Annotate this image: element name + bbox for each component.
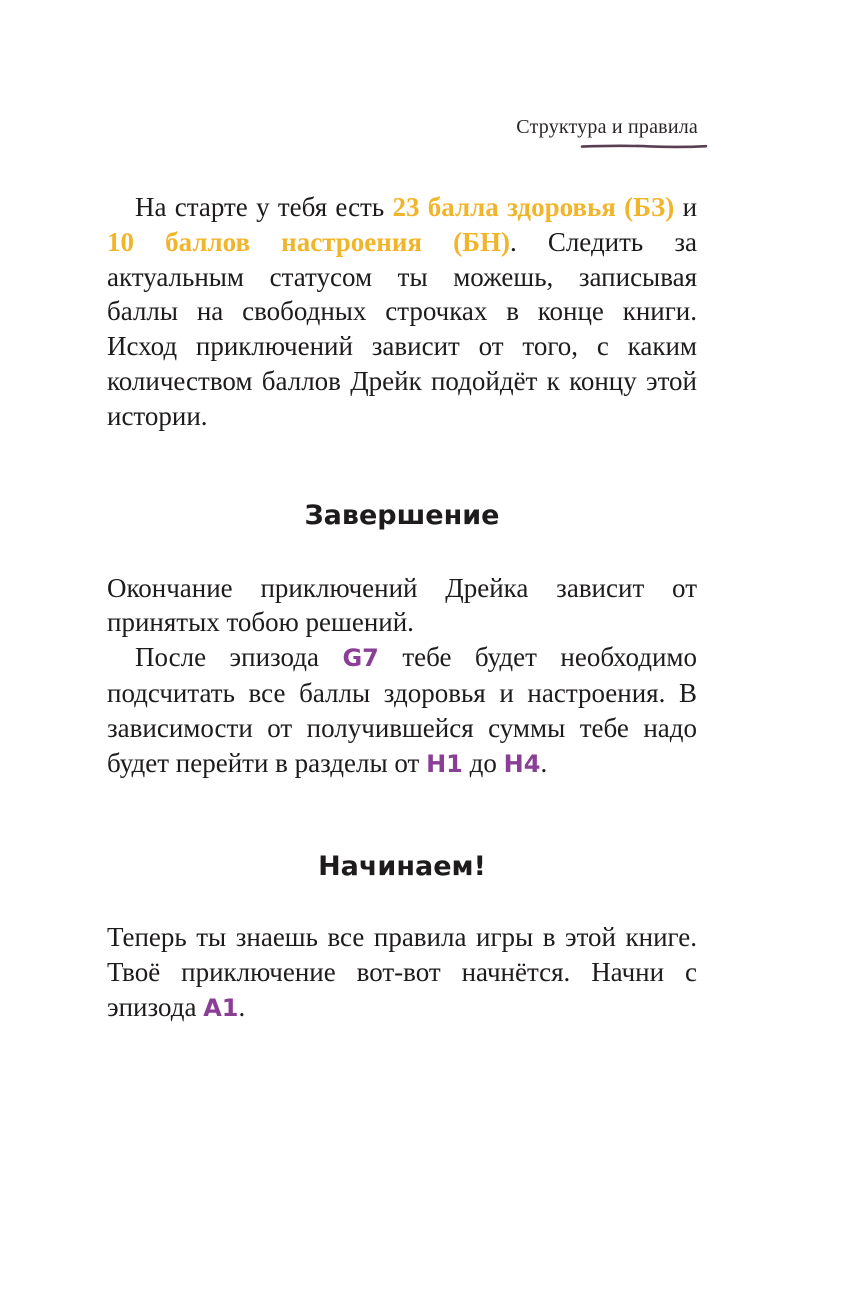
running-head-underline xyxy=(580,144,708,149)
section-heading-start: Начинаем! xyxy=(318,851,486,883)
health-points-label: 23 балла здоровья (БЗ) xyxy=(392,192,675,222)
mood-points-label: 10 баллов настроения (БН) xyxy=(107,226,510,257)
episode-link-h4[interactable]: H4 xyxy=(503,749,541,778)
section-heading-ending: Завершение xyxy=(304,499,500,531)
running-head: Структура и правила xyxy=(516,116,698,138)
episode-link-h1[interactable]: H1 xyxy=(426,749,463,778)
page-body xyxy=(107,190,697,1026)
start-paragraph: Теперь ты знаешь все правила игры в этой книге. Твоё приключение вот-вот начнётся. Начни с эпизода A1. xyxy=(107,922,697,1022)
episode-link-g7[interactable]: G7 xyxy=(342,644,379,673)
intro-paragraph: На старте у тебя есть 23 балла здоровья (БЗ) и 10 баллов настроения (БН). Следить за актуальным статусом ты можешь, записывая баллы на свободных строчках в конце книги. Исход приключений зависит от того, с каким количеством баллов Дрейк подойдёт к концу этой истории. xyxy=(107,192,698,431)
ending-paragraph-1: Окончание приключений Дрейка зависит от принятых тобою решений. xyxy=(107,572,697,638)
episode-link-a1[interactable]: A1 xyxy=(203,993,239,1022)
ending-paragraph-2: После эпизода G7 тебе будет необходимо подсчитать все баллы здоровья и настроения. В зависимости от получившейся суммы тебе надо будет перейти в разделы от H1 до H4. xyxy=(107,642,697,778)
